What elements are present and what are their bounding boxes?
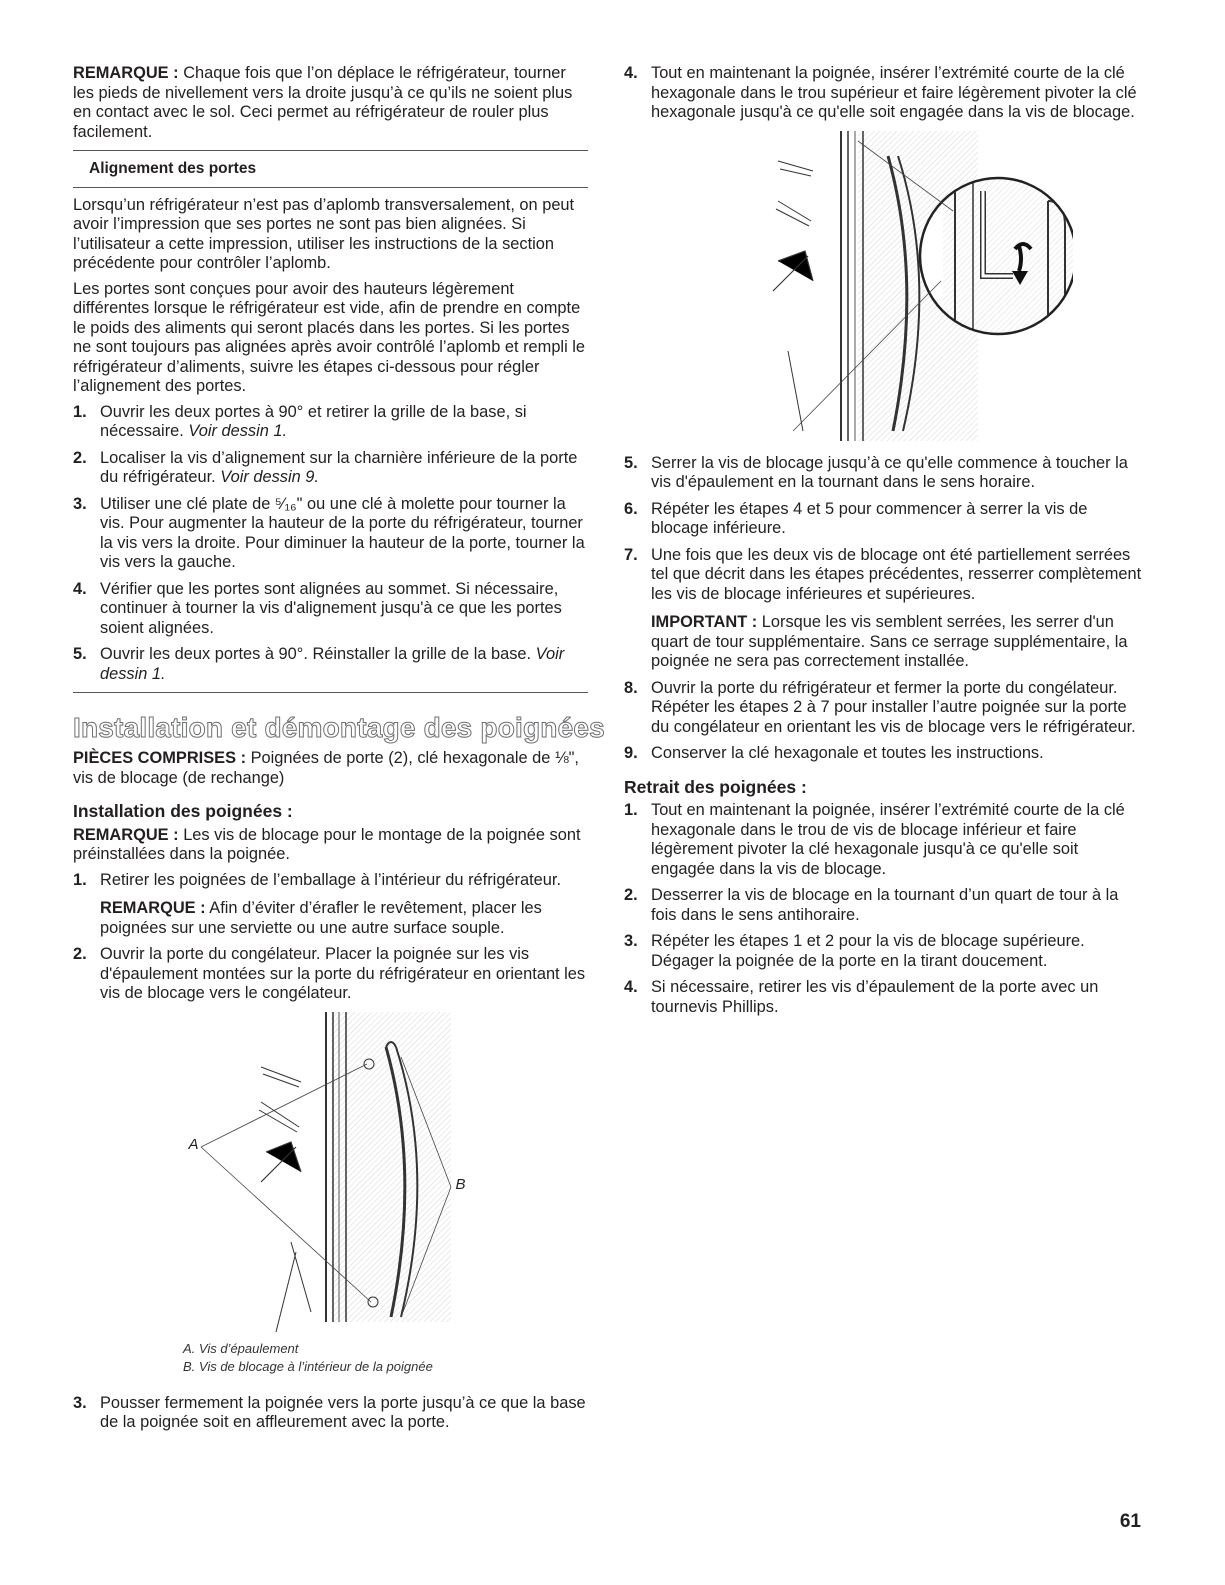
right-column — [624, 64, 1142, 1024]
list-item — [624, 454, 1142, 493]
step-text: Une fois que les deux vis de blocage ont été partiellement serrées tel que décrit dans les étapes précédentes, resserrer complètement les vis de blocage inférieures et supérieures. — [651, 545, 1142, 603]
note-text: Les vis de blocage pour le montage de la poignée sont préinstallées dans la poignée. — [73, 825, 581, 863]
list-item — [624, 978, 1142, 1017]
parts-label: PIÈCES COMPRISES : — [73, 749, 247, 767]
note-label: REMARQUE : — [73, 64, 179, 82]
note-text: Chaque fois que l’on déplace le réfrigérateur, tourner les pieds de nivellement vers la droite jusqu’à ce qu’ils ne soient plus en contact avec le sol. Ceci permet au réfrigérateur de rouler plus facilement. — [73, 64, 573, 141]
tighten-steps — [624, 454, 1142, 764]
divider — [73, 187, 588, 188]
step-text: Répéter les étapes 1 et 2 pour la vis de blocage supérieure. Dégager la poignée de la porte en la tirant doucement. — [651, 932, 1085, 970]
divider — [73, 692, 588, 693]
divider — [73, 150, 588, 151]
paragraph: Les portes sont conçues pour avoir des hauteurs légèrement différentes lorsque le réfrigérateur est vide, afin de prendre en compte le poids des aliments qui seront placés dans les portes. Si les portes ne sont toujours pas alignées après avoir contrôlé l’aplomb et rempli le réfrigérateur d’aliments, suivre les étapes ci-dessous pour régler l’alignement des portes. — [73, 279, 586, 395]
figure-label-b: B — [455, 1175, 466, 1193]
parts-included — [73, 749, 588, 788]
caption-b: B. Vis de blocage à l’intérieur de la poignée — [183, 1358, 433, 1374]
step-number: 4. — [624, 64, 638, 82]
step-text: Ouvrir les deux portes à 90°. Réinstaller la grille de la base. — [100, 645, 536, 663]
step-text: Ouvrir la porte du congélateur. Placer la poignée sur les vis d'épaulement montées sur la porte du réfrigérateur en orientant les vis de blocage vers le congélateur. — [100, 945, 586, 1002]
hex-key-illustration — [693, 131, 1073, 446]
step-number: 2. — [73, 448, 87, 467]
step-text: Desserrer la vis de blocage en la tournant d’un quart de tour à la fois dans le sens antihoraire. — [651, 886, 1119, 924]
step-number: 6. — [624, 499, 638, 518]
list-item — [73, 645, 588, 684]
step-text: Répéter les étapes 4 et 5 pour commencer à serrer la vis de blocage inférieure. — [651, 499, 1088, 537]
step-text: Pousser fermement la poignée vers la porte jusqu’à ce que la base de la poignée soit en affleurement avec la porte. — [100, 1393, 586, 1431]
step-text: Ouvrir la porte du réfrigérateur et fermer la porte du congélateur. Répéter les étapes 2 à 7 pour installer l’autre poignée sur la porte du congélateur en orientant les vis de blocage vers le réfrigérateur. — [651, 678, 1136, 736]
paragraph: Lorsqu’un réfrigérateur n’est pas d’aplomb transversalement, on peut avoir l’impression que ses portes ne sont pas bien alignées. Si l’utilisateur a cette impression, utiliser les instructions de la section précédente pour contrôler l’aplomb. — [73, 195, 575, 272]
list-item — [73, 580, 588, 639]
list-item — [73, 495, 588, 573]
list-item — [624, 500, 1142, 539]
step-text: Localiser la vis d’alignement sur la charnière inférieure de la porte du réfrigérateur. — [100, 448, 578, 486]
list-item — [73, 449, 588, 488]
step-text: Vérifier que les portes sont alignées au sommet. Si nécessaire, continuer à tourner la vis d'alignement jusqu'à ce que les portes soient alignées. — [100, 579, 562, 637]
step-number: 2. — [624, 886, 638, 904]
list-item — [624, 679, 1142, 738]
list-item — [624, 932, 1142, 971]
step-text: Tout en maintenant la poignée, insérer l’extrémité courte de la clé hexagonale dans le trou de vis de blocage inférieur et faire légèrement pivoter la clé hexagonale jusqu'à ce qu'elle soit engagée dans la vis de blocage. — [651, 801, 1125, 878]
parts-text: Poignées de porte (2), clé hexagonale de ⅛", vis de blocage (de rechange) — [73, 749, 579, 787]
important-text: Lorsque les vis semblent serrées, les serrer d'un quart de tour supplémentaire. Sans ce serrage supplémentaire, la poignée ne sera pas correctement installée. — [651, 613, 1128, 670]
drawing-reference: Voir dessin 1. — [188, 422, 288, 440]
subhead-door-alignment: Alignement des portes — [89, 160, 257, 177]
list-item — [624, 64, 1142, 123]
step-number: 1. — [73, 402, 87, 421]
drawing-reference: Voir dessin 1. — [100, 645, 565, 683]
list-item — [624, 546, 1142, 672]
step-number: 5. — [73, 645, 87, 663]
step-note — [100, 899, 588, 938]
heading-remove-handles: Retrait des poignées : — [624, 776, 807, 797]
step-number: 8. — [624, 678, 638, 697]
step-number: 3. — [73, 1393, 87, 1412]
step-text: Utiliser une clé plate de ⁵⁄₁₆" ou une clé à molette pour tourner la vis. Pour augmenter la hauteur de la porte du réfrigérateur, tourner la vis vers la droite. Pour diminuer la hauteur de la porte, tourner la vis vers la gauche. — [100, 494, 585, 571]
list-item — [73, 1394, 588, 1433]
note-screws — [73, 826, 588, 865]
install-steps-continued — [73, 1394, 588, 1433]
step-number: 3. — [624, 932, 638, 950]
note-label: REMARQUE : — [100, 899, 206, 917]
list-item — [73, 403, 588, 442]
install-steps-right — [624, 64, 1142, 123]
hex-key-drawing — [693, 131, 1073, 446]
step-number: 7. — [624, 545, 638, 564]
step-text: Ouvrir les deux portes à 90° et retirer la grille de la base, si nécessaire. — [100, 402, 527, 440]
list-item — [624, 744, 1142, 764]
important-note — [651, 613, 1142, 672]
step-number: 1. — [624, 801, 638, 819]
step-text: Si nécessaire, retirer les vis d’épaulement de la porte avec un tournevis Phillips. — [651, 978, 1099, 1016]
install-steps — [73, 871, 588, 1004]
handle-install-illustration — [151, 1012, 511, 1332]
remove-steps — [624, 801, 1142, 1017]
step-number: 4. — [73, 579, 87, 598]
step-number: 9. — [624, 744, 638, 762]
step-number: 2. — [73, 945, 87, 963]
list-item — [73, 871, 588, 939]
left-column — [73, 64, 605, 1440]
list-item — [73, 945, 588, 1004]
step-number: 1. — [73, 870, 87, 889]
important-label: IMPORTANT : — [651, 613, 758, 631]
note-text: Afin d’éviter d’érafler le revêtement, placer les poignées sur une serviette ou une autre surface souple. — [100, 899, 542, 937]
step-text: Tout en maintenant la poignée, insérer l’extrémité courte de la clé hexagonale dans le trou supérieur et faire légèrement pivoter la clé hexagonale jusqu'à ce qu'elle soit engagée dans la vis de blocage. — [651, 64, 1137, 121]
figure-label-a: A — [188, 1135, 199, 1153]
drawing-reference: Voir dessin 9. — [220, 468, 319, 486]
list-item — [624, 801, 1142, 879]
handle-drawing — [151, 1012, 511, 1332]
step-number: 4. — [624, 978, 638, 996]
note-label: REMARQUE : — [73, 825, 179, 844]
list-item — [624, 886, 1142, 925]
heading-install-handles: Installation des poignées : — [73, 801, 293, 821]
alignment-steps — [73, 403, 588, 685]
step-number: 3. — [73, 494, 87, 513]
step-text: Retirer les poignées de l’emballage à l’intérieur du réfrigérateur. — [100, 870, 562, 889]
caption-a: A. Vis d’épaulement — [183, 1340, 299, 1356]
section-title: Installation et démontage des poignées — [73, 712, 605, 743]
note-leveling — [73, 64, 588, 142]
step-text: Conserver la clé hexagonale et toutes les instructions. — [651, 744, 1044, 762]
step-number: 5. — [624, 453, 638, 472]
step-text: Serrer la vis de blocage jusqu’à ce qu'elle commence à toucher la vis d'épaulement en la tournant dans le sens horaire. — [651, 453, 1128, 491]
page-number: 61 — [1119, 1511, 1141, 1532]
